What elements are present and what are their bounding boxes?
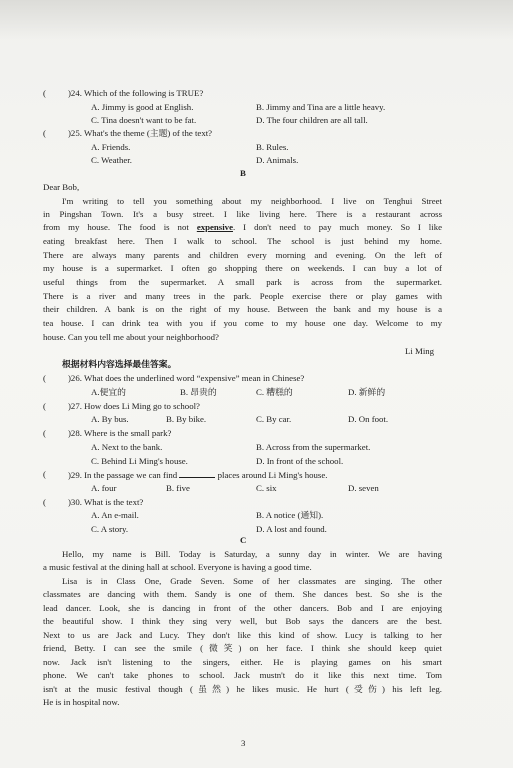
letter-line-6: my house is a supermarket. I often go shopping there on weekends. I can buy a lot of [43,263,442,273]
q29-answer-paren[interactable]: ( [43,469,46,479]
instruction-text: 根据材料内容选择最佳答案。 [62,359,177,369]
letter-line-1: I'm writing to tell you something about my neighborhood. I live on Tenghui Street [62,196,442,206]
passage-c-line-5: lead dancer. Look, she is dancing in front of the other dancers. Bob and I are enjoying [43,603,442,613]
q25-answer-paren[interactable]: ( [43,128,46,138]
q27-option-b[interactable]: B. By bike. [166,414,207,424]
passage-c-line-3: Lisa is in Class One, Grade Seven. Some of her classmates are singing. The other [62,576,442,586]
q26-option-d[interactable]: D. 新鲜的 [348,387,386,397]
q25-stem: )25. What's the theme (主题) of the text? [68,128,213,138]
q28-option-a[interactable]: A. Next to the bank. [91,442,163,452]
q27-stem: )27. How does Li Ming go to school? [68,401,200,411]
q24-answer-paren[interactable]: ( [43,88,46,98]
q29-option-c[interactable]: C. six [256,483,277,493]
passage-c-line-7: Next to us are Jack and Lucy. They don't like this kind of show. Lucy is talking to her [43,630,442,640]
passage-c-line-10: phone. We can't take phones to school. Jack mustn't do it like this next time. Tom [43,670,442,680]
letter-line-4: eating breakfast here. Then I walk to school. The school is just behind my home. [43,236,442,246]
q27-option-d[interactable]: D. On foot. [348,414,389,424]
q24-option-d[interactable]: D. The four children are all tall. [256,115,368,125]
q24-option-b[interactable]: B. Jimmy and Tina are a little heavy. [256,102,386,112]
passage-c-line-6: the beautiful show. I think they sing very well, but Bob says the dancers are the best. [43,616,442,626]
letter-signature: Li Ming [405,346,435,356]
q24-option-c[interactable]: C. Tina doesn't want to be fat. [91,115,197,125]
q26-answer-paren[interactable]: ( [43,373,46,383]
q28-option-d[interactable]: D. In front of the school. [256,456,344,466]
page-number: 3 [241,738,246,748]
section-c-heading: C [240,535,247,545]
q30-option-a[interactable]: A. An e-mail. [91,510,139,520]
letter-line-10: tea house. I can drink tea with you if you come to my house one day. Welcome to my [43,318,442,328]
q25-option-c[interactable]: C. Weather. [91,155,132,165]
passage-c-line-1: Hello, my name is Bill. Today is Saturday, a sunny day in winter. We are having [62,549,442,559]
letter-line-7: useful things from the supermarket. A small park is across from the supermarket. [43,277,442,287]
q24-stem: )24. Which of the following is TRUE? [68,88,204,98]
q26-option-b[interactable]: B. 昂贵的 [180,387,217,397]
q27-option-a[interactable]: A. By bus. [91,414,129,424]
letter-line-3 [43,222,442,233]
q28-option-c[interactable]: C. Behind Li Ming's house. [91,456,188,466]
q29-option-d[interactable]: D. seven [348,483,379,493]
q30-answer-paren[interactable]: ( [43,497,46,507]
q29-stem-before: )29. In the passage we can find [68,470,178,480]
letter-line-3-part2: . I don't need to pay much money. So I like [232,222,442,232]
q30-option-c[interactable]: C. A story. [91,524,129,534]
letter-line-8: There is a river and many trees in the park. People exercise there or play games with [43,291,442,301]
q26-stem: )26. What does the underlined word “expensive” mean in Chinese? [68,373,305,383]
q30-option-b[interactable]: B. A notice (通知). [256,510,324,520]
q25-option-a[interactable]: A. Friends. [91,142,131,152]
q30-option-d[interactable]: D. A lost and found. [256,524,327,534]
q28-answer-paren[interactable]: ( [43,428,46,438]
q25-option-d[interactable]: D. Animals. [256,155,299,165]
passage-c-line-2: a music festival at the dining hall at school. Everyone is having a good time. [43,562,312,572]
section-b-heading: B [240,168,246,178]
letter-line-2: in Pingshan Town. It's a busy street. I like living here. There is a restaurant across [43,209,442,219]
letter-line-5: There are always many parents and children every morning and evening. On the left of [43,250,442,260]
passage-c-line-4: classmates are dancing with them. Sandy is one of them. She dances best. So she is the [43,589,442,599]
letter-line-3-part1: from my house. The food is not [43,222,189,232]
passage-c-line-11: isn't at the music festival though (虽然) he likes music. He hurt (受伤) his left leg. [43,684,442,694]
q29-option-b[interactable]: B. five [166,483,190,493]
q27-answer-paren[interactable]: ( [43,401,46,411]
q29-blank [179,469,215,478]
q25-option-b[interactable]: B. Rules. [256,142,289,152]
q29-stem [68,469,327,481]
q29-stem-after: places around Li Ming's house. [217,470,328,480]
q28-option-b[interactable]: B. Across from the supermarket. [256,442,371,452]
letter-line-11: house. Can you tell me about your neighborhood? [43,332,219,342]
letter-line-9: their children. A bank is on the right of my house. Between the bank and my house is a [43,304,442,314]
q26-option-a[interactable]: A.便宜的 [91,387,126,397]
passage-c-line-9: now. Jack isn't listening to the singers, either. He is playing games on his smart [43,657,442,667]
q27-option-c[interactable]: C. By car. [256,414,292,424]
passage-c-line-12: He is in hospital now. [43,697,120,707]
q30-stem: )30. What is the text? [68,497,144,507]
passage-c-line-8: friend, Betty. I can see the smile (微笑) on her face. I think she should keep quiet [43,643,442,653]
q28-stem: )28. Where is the small park? [68,428,172,438]
q24-option-a[interactable]: A. Jimmy is good at English. [91,102,194,112]
q29-option-a[interactable]: A. four [91,483,117,493]
letter-greeting: Dear Bob, [43,182,80,192]
underlined-word-expensive: expensive [196,222,233,232]
q26-option-c[interactable]: C. 糟糕的 [256,387,293,397]
